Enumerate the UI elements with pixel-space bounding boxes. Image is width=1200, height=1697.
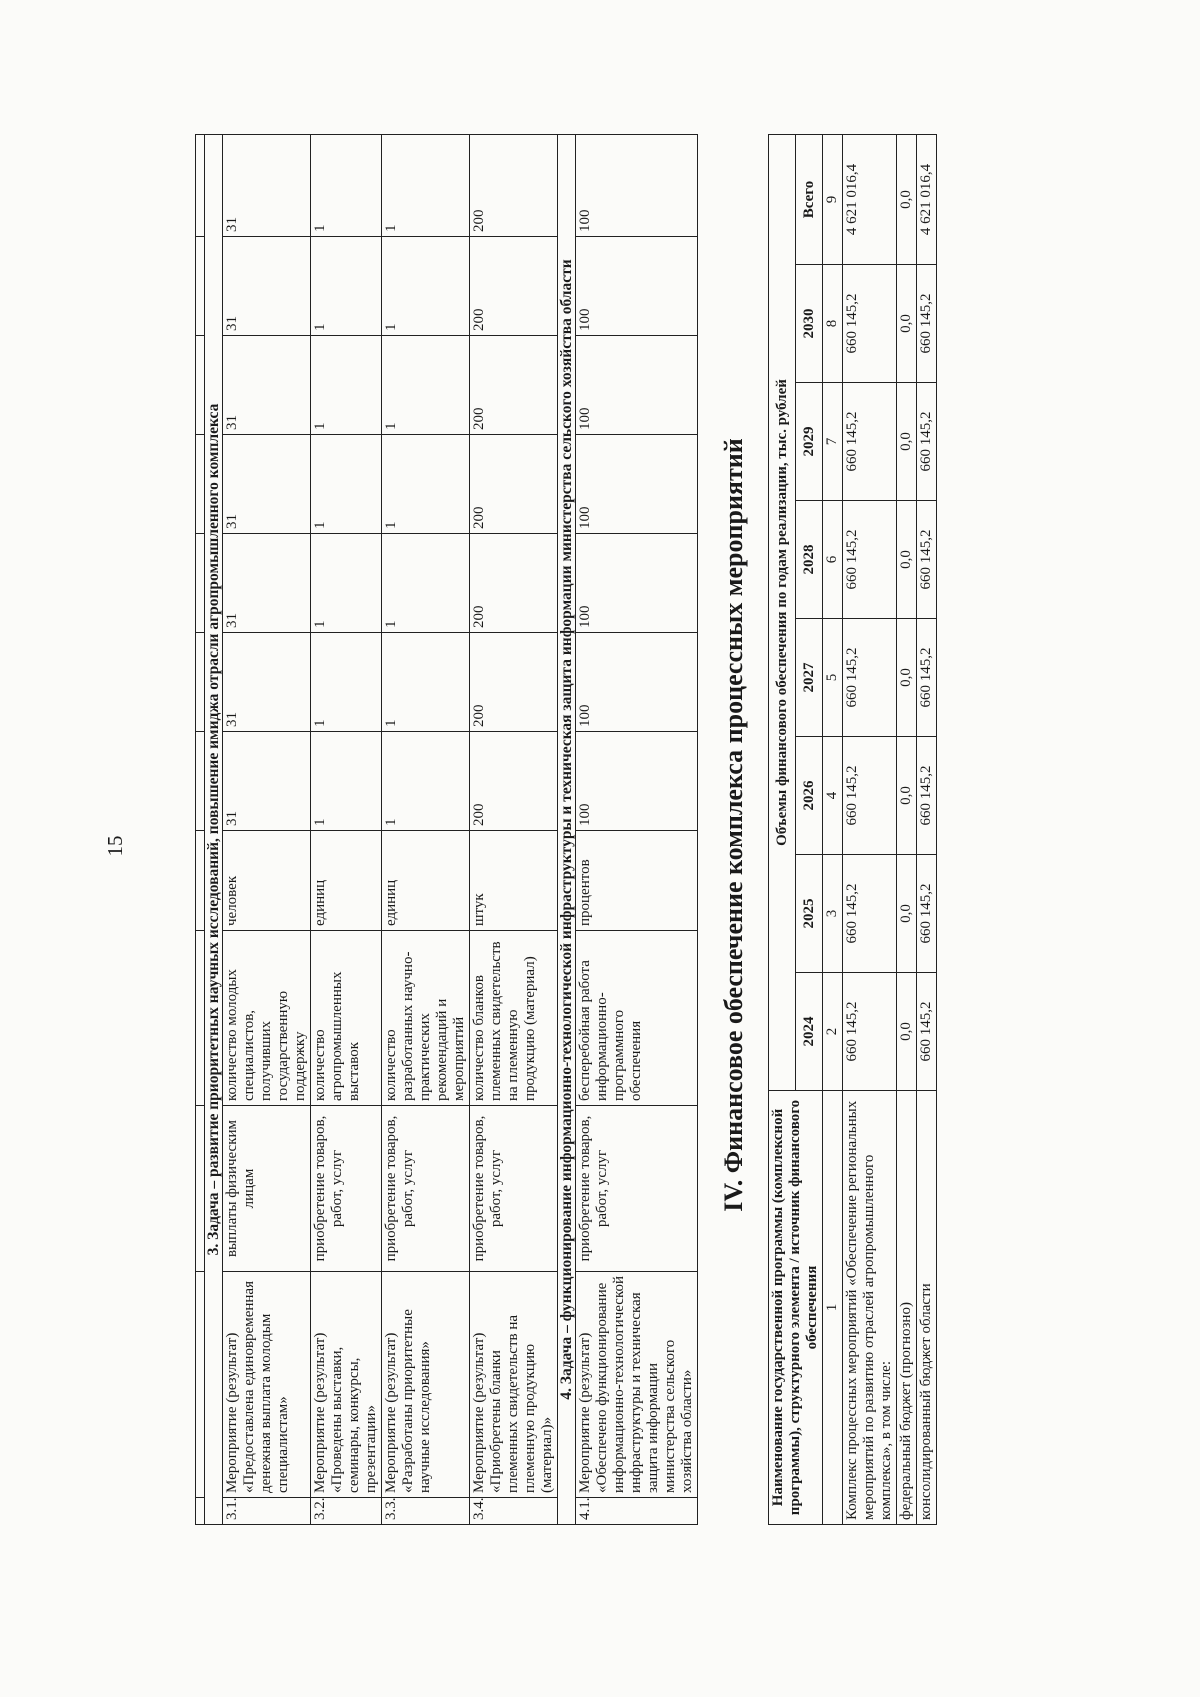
measure-name: Мероприятие (результат) «Приобретены бланки племенных свидетельств на племенную продукцию (материал)» [470,1272,558,1498]
finance-value: 660 145,2 [843,855,897,973]
indicator-value: 1 [311,336,382,435]
measure-type: приобретение товаров, работ, услуг [382,1106,470,1272]
finance-value: 660 145,2 [917,973,937,1091]
unit: штук [470,831,558,931]
indicator-value: 100 [576,135,698,237]
finance-value: 0,0 [897,383,917,501]
measure-type: приобретение товаров, работ, услуг [470,1106,558,1272]
finance-header-row [769,134,796,1524]
measure-type: приобретение товаров, работ, услуг [576,1106,698,1272]
indicator-value: 200 [470,336,558,435]
finance-value: 0,0 [897,265,917,383]
indicator-value: 1 [311,135,382,237]
row-number: 3.3. [382,1498,470,1525]
row-number: 4.1. [576,1498,698,1525]
column-index: 1 [823,1091,843,1525]
task-title: 3. Задача – развитие приоритетных научных исследований, повышение имиджа отрасли агропромышленного комплекса [205,135,223,1525]
column-index: 4 [823,737,843,855]
finance-volumes-header: Объемы финансового обеспечения по годам реализации, тыс. рублей [769,134,796,1090]
row-number: 3.1. [223,1498,311,1525]
table-row [382,135,470,1525]
finance-value: 0,0 [897,855,917,973]
column-index: 3 [823,855,843,973]
indicator-value: 1 [311,732,382,831]
year-header: 2028 [796,501,823,619]
finance-row [917,134,937,1524]
finance-value: 0,0 [897,973,917,1091]
indicator-value: 1 [311,534,382,633]
measure-type: выплаты физическим лицам [223,1106,311,1272]
indicator-name: количество разработанных научно-практических рекомендаций и мероприятий [382,931,470,1106]
indicator-value: 200 [470,237,558,336]
finance-value: 660 145,2 [843,383,897,501]
indicator-value: 100 [576,336,698,435]
indicator-value: 31 [223,732,311,831]
indicator-value: 1 [382,336,470,435]
finance-index-row [823,134,843,1524]
measure-name: Мероприятие (результат) «Проведены выставки, семинары, конкурсы, презентации» [311,1272,382,1498]
indicator-value: 100 [576,732,698,831]
finance-value: 660 145,2 [843,501,897,619]
page-number: 15 [103,835,127,857]
task-header-row [558,135,576,1525]
column-index: 9 [823,134,843,264]
indicator-value: 200 [470,435,558,534]
column-index: 6 [823,501,843,619]
indicator-value: 1 [311,633,382,732]
table-row [576,135,698,1525]
rotated-content [195,125,1075,1525]
indicator-name: количество агропромышленных выставок [311,931,382,1106]
indicator-value: 1 [382,732,470,831]
finance-value: 660 145,2 [843,265,897,383]
finance-row [897,134,917,1524]
finance-value: 0,0 [897,501,917,619]
finance-value: 660 145,2 [917,619,937,737]
finance-value: 660 145,2 [843,619,897,737]
finance-value: 0,0 [897,737,917,855]
finance-table [768,134,937,1525]
year-header: 2027 [796,619,823,737]
indicator-value: 100 [576,435,698,534]
column-index: 7 [823,383,843,501]
indicator-value: 100 [576,237,698,336]
indicator-value: 31 [223,135,311,237]
indicator-value: 1 [382,534,470,633]
measure-name: Мероприятие (результат) «Разработаны приоритетные научные исследования» [382,1272,470,1498]
table-row [311,135,382,1525]
row-number: 3.4. [470,1498,558,1525]
indicator-value: 31 [223,435,311,534]
task-title: 4. Задача – функционирование информационно-технологической инфраструктуры и техническая защита информации министерства сельского хозяйства области [558,135,576,1525]
indicator-name: количество бланков племенных свидетельств на племенную продукцию (материал) [470,931,558,1106]
finance-value: 660 145,2 [843,973,897,1091]
indicator-value: 1 [382,135,470,237]
indicator-value: 100 [576,534,698,633]
indicator-name: количество молодых специалистов, получивших государственную поддержку [223,931,311,1106]
indicator-value: 1 [382,237,470,336]
year-header: 2030 [796,265,823,383]
unit: человек [223,831,311,931]
finance-value: 0,0 [897,619,917,737]
finance-value: 660 145,2 [917,265,937,383]
table-row [223,135,311,1525]
indicator-value: 1 [382,435,470,534]
table-top-row [196,135,205,1525]
column-index: 8 [823,265,843,383]
row-number: 3.2. [311,1498,382,1525]
indicator-value: 1 [311,435,382,534]
indicator-value: 31 [223,237,311,336]
finance-source-name: Комплекс процессных мероприятий «Обеспечение региональных мероприятий по развитию отраслей агропромышленного комплекса», в том числе: [843,1091,897,1525]
indicator-value: 1 [382,633,470,732]
finance-name-header: Наименование государственной программы (комплексной программы), структурного элемента / источник финансового обеспечения [769,1091,823,1525]
finance-value: 4 621 016,4 [843,134,897,264]
finance-value: 660 145,2 [917,737,937,855]
year-header: 2025 [796,855,823,973]
indicator-value: 100 [576,633,698,732]
unit: процентов [576,831,698,931]
year-header: 2029 [796,383,823,501]
finance-value: 660 145,2 [917,383,937,501]
measure-name: Мероприятие (результат) «Обеспечено функционирование информационно-технологической инфраструктуры и техническая защита информации министерства сельского хозяйства области» [576,1272,698,1498]
finance-value: 0,0 [897,134,917,264]
measure-name: Мероприятие (результат) «Предоставлена единовременная денежная выплата молодым специалистам» [223,1272,311,1498]
table-row [470,135,558,1525]
indicator-name: бесперебойная работа информационно-программного обеспечения [576,931,698,1106]
indicator-value: 200 [470,135,558,237]
unit: единиц [382,831,470,931]
finance-value: 660 145,2 [843,737,897,855]
section-title: IV. Финансовое обеспечение комплекса процессных мероприятий [719,438,748,1212]
finance-source-name: федеральный бюджет (прогнозно) [897,1091,917,1525]
year-header: 2024 [796,973,823,1091]
indicator-value: 31 [223,534,311,633]
measure-type: приобретение товаров, работ, услуг [311,1106,382,1272]
indicator-value: 200 [470,534,558,633]
year-header: 2026 [796,737,823,855]
column-index: 2 [823,973,843,1091]
column-index: 5 [823,619,843,737]
indicator-value: 31 [223,633,311,732]
indicator-value: 200 [470,633,558,732]
finance-value: 660 145,2 [917,855,937,973]
finance-value: 660 145,2 [917,501,937,619]
finance-source-name: консолидированный бюджет области [917,1091,937,1525]
indicator-value: 200 [470,732,558,831]
task-header-row [205,135,223,1525]
indicator-value: 31 [223,336,311,435]
finance-value: 4 621 016,4 [917,134,937,264]
measures-table [195,134,698,1525]
finance-row [843,134,897,1524]
indicator-value: 1 [311,237,382,336]
unit: единиц [311,831,382,931]
year-header: Всего [796,134,823,264]
